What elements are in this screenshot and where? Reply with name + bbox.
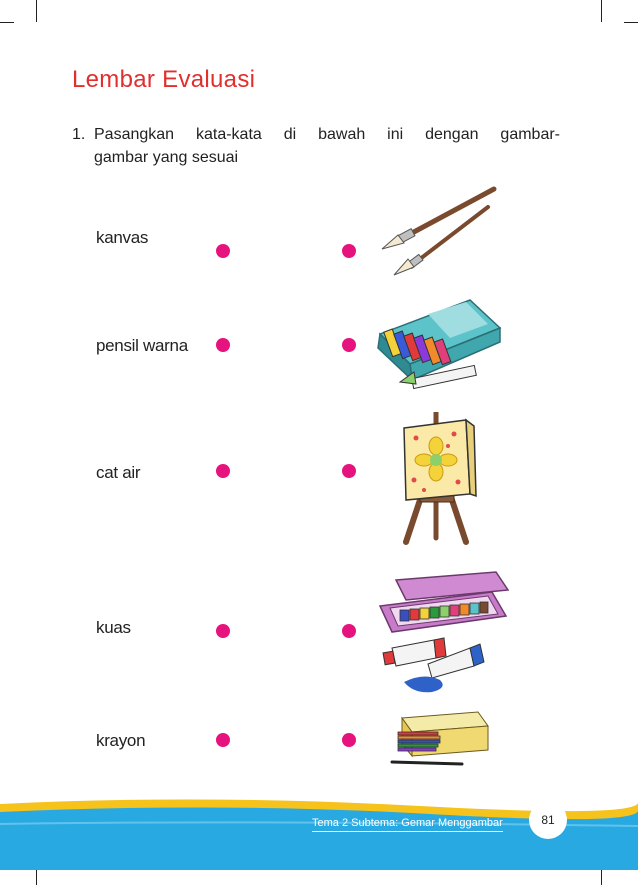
word-kanvas: kanvas bbox=[96, 228, 149, 247]
crayon-box-icon[interactable] bbox=[384, 706, 496, 770]
word-krayon: krayon bbox=[96, 731, 146, 750]
question-text-line-1: Pasangkan kata-kata di bawah ini dengan gambar- bbox=[94, 126, 560, 143]
crop-mark-top-left-h bbox=[0, 22, 14, 23]
page-number: 81 bbox=[529, 801, 567, 839]
canvas-on-easel-icon[interactable] bbox=[392, 410, 482, 546]
watercolor-paint-set-icon[interactable] bbox=[374, 566, 514, 696]
crop-mark-top-right-v bbox=[601, 0, 602, 22]
right-match-dot-2[interactable] bbox=[342, 338, 356, 352]
right-match-dot-3[interactable] bbox=[342, 464, 356, 478]
left-match-dot-4[interactable] bbox=[216, 624, 230, 638]
colored-pencils-box-icon[interactable] bbox=[370, 294, 510, 390]
left-match-dot-1[interactable] bbox=[216, 244, 230, 258]
left-match-dot-5[interactable] bbox=[216, 733, 230, 747]
right-match-dot-4[interactable] bbox=[342, 624, 356, 638]
crop-mark-top-left-v bbox=[36, 0, 37, 22]
word-pensil-warna: pensil warna bbox=[96, 336, 188, 355]
right-match-dot-5[interactable] bbox=[342, 733, 356, 747]
question-text-line-2: gambar yang sesuai bbox=[94, 149, 239, 166]
left-match-dot-2[interactable] bbox=[216, 338, 230, 352]
footer-theme-text: Tema 2 Subtema: Gemar Menggambar bbox=[312, 817, 503, 832]
question-number: 1. bbox=[72, 126, 86, 143]
paintbrushes-icon[interactable] bbox=[372, 183, 502, 278]
word-cat-air: cat air bbox=[96, 463, 141, 482]
crop-mark-top-right-h bbox=[624, 22, 638, 23]
word-kuas: kuas bbox=[96, 618, 131, 637]
right-match-dot-1[interactable] bbox=[342, 244, 356, 258]
page-title: Lembar Evaluasi bbox=[72, 66, 256, 93]
left-match-dot-3[interactable] bbox=[216, 464, 230, 478]
